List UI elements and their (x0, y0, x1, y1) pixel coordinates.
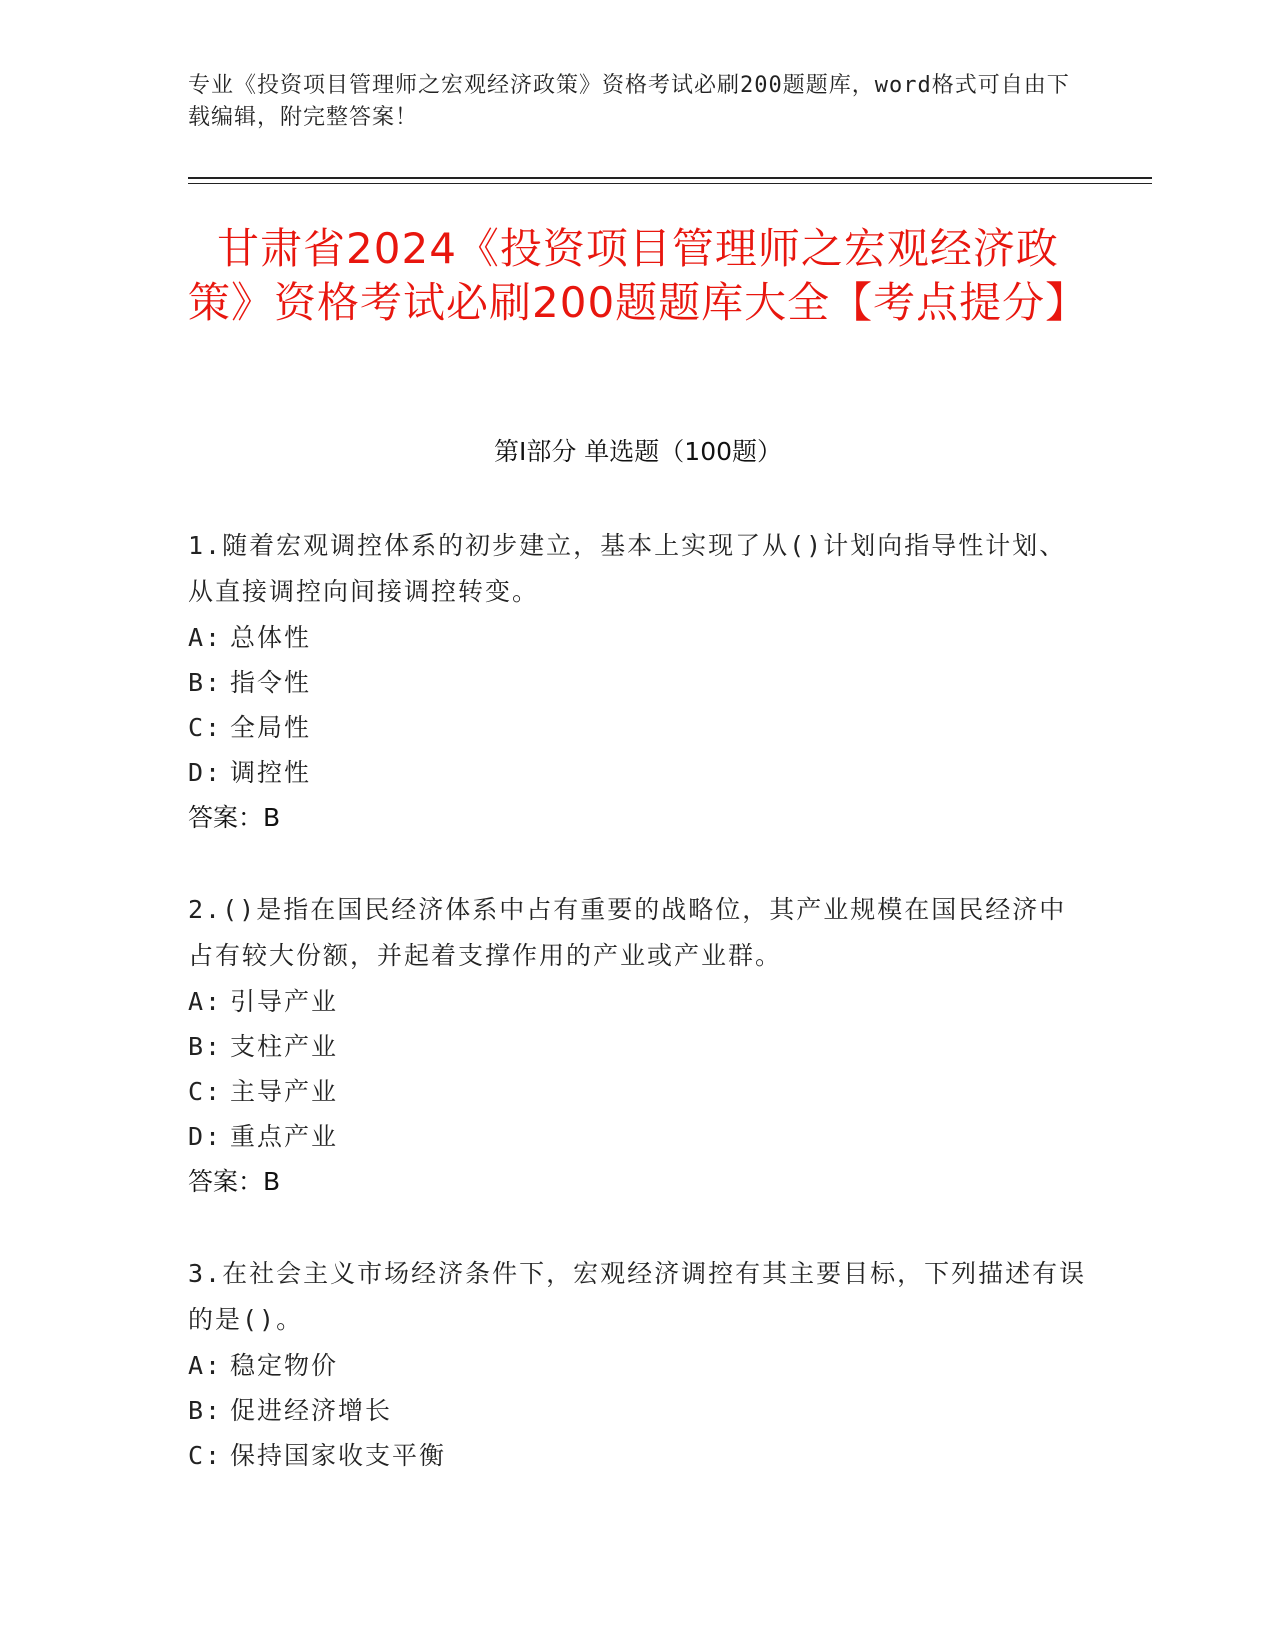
option-a (188, 1343, 1088, 1388)
question-stem: 1.随着宏观调控体系的初步建立，基本上实现了从()计划向指导性计划、从直接调控向间接调控转变。 (188, 531, 1067, 606)
option-text: 调控性 (230, 758, 312, 787)
option-text: 重点产业 (230, 1122, 339, 1151)
option-b (188, 660, 1088, 705)
option-letter: A: (188, 987, 223, 1016)
document-title: 甘肃省2024《投资项目管理师之宏观经济政策》资格考试必刷200题题库大全【考点提分】 (188, 224, 1089, 327)
answer-line: 答案：B (188, 1167, 281, 1196)
option-text: 保持国家收支平衡 (230, 1441, 447, 1470)
option-d (188, 750, 1088, 795)
option-letter: C: (188, 1077, 223, 1106)
question-list (188, 523, 1088, 1524)
option-text: 指令性 (230, 668, 312, 697)
option-letter: B: (188, 1396, 223, 1425)
question-stem: 2.()是指在国民经济体系中占有重要的战略位，其产业规模在国民经济中占有较大份额，并起着支撑作用的产业或产业群。 (188, 895, 1067, 970)
question-stem: 3.在社会主义市场经济条件下，宏观经济调控有其主要目标，下列描述有误的是()。 (188, 1259, 1087, 1334)
option-a (188, 979, 1088, 1024)
question-1 (188, 523, 1088, 841)
answer-line: 答案：B (188, 803, 281, 832)
option-text: 主导产业 (230, 1077, 339, 1106)
question-3 (188, 1251, 1088, 1478)
option-c (188, 705, 1088, 750)
option-letter: D: (188, 758, 223, 787)
header-rule-thick (188, 177, 1152, 179)
option-c (188, 1433, 1088, 1478)
option-d (188, 1114, 1088, 1159)
section-heading: 第I部分 单选题（100题） (493, 437, 783, 466)
option-letter: C: (188, 713, 223, 742)
option-text: 总体性 (230, 623, 312, 652)
option-letter: B: (188, 668, 223, 697)
option-c (188, 1069, 1088, 1114)
option-text: 全局性 (230, 713, 312, 742)
intro-text: 专业《投资项目管理师之宏观经济政策》资格考试必刷200题题库，word格式可自由下载编辑，附完整答案！ (188, 73, 1070, 130)
option-b (188, 1024, 1088, 1069)
question-2 (188, 887, 1088, 1205)
option-text: 支柱产业 (230, 1032, 339, 1061)
option-text: 引导产业 (230, 987, 339, 1016)
option-text: 稳定物价 (230, 1351, 339, 1380)
option-text: 促进经济增长 (230, 1396, 393, 1425)
option-letter: B: (188, 1032, 223, 1061)
option-a (188, 615, 1088, 660)
option-letter: D: (188, 1122, 223, 1151)
option-b (188, 1388, 1088, 1433)
option-letter: C: (188, 1441, 223, 1470)
option-letter: A: (188, 623, 223, 652)
header-rule-thin (188, 183, 1152, 184)
option-letter: A: (188, 1351, 223, 1380)
